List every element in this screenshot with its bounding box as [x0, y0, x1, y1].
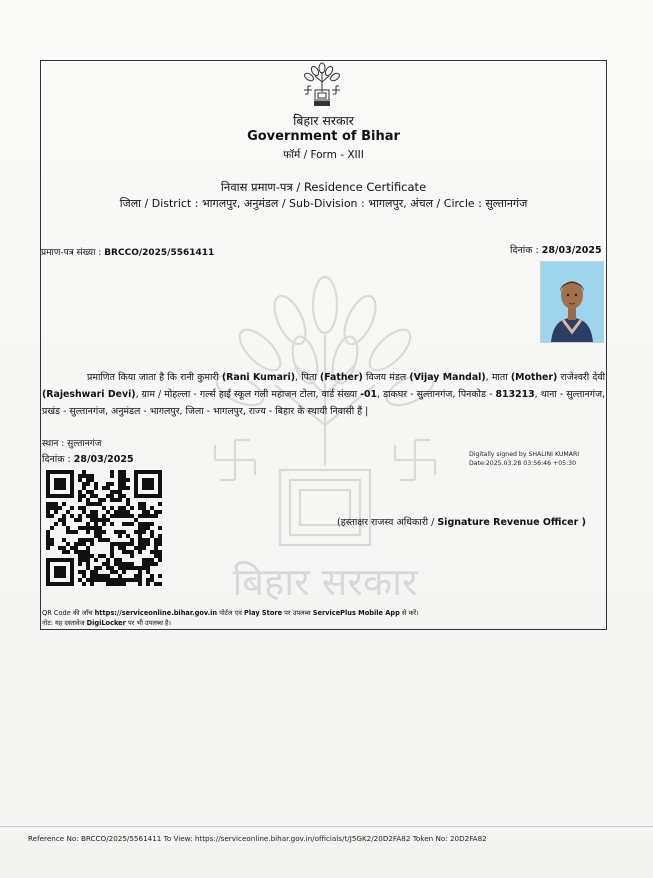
footer-reference: Reference No: BRCCO/2025/5561411 To View: https://serviceonline.bihar.gov.in/officials/t/J5GK2/20D2FA82 Token No: 20D2FA82 [28, 834, 487, 843]
svg-text:बिहार सरकार: बिहार सरकार [232, 560, 418, 604]
pincode: 813213 [495, 389, 535, 400]
district-label: जिला / District : [119, 197, 202, 210]
government-title: Government of Bihar [247, 129, 400, 144]
bihar-emblem-icon [300, 62, 344, 108]
digital-signature-name: Digitally signed by SHALINI KUMARI [469, 451, 580, 458]
address-text: , ग्राम / मोहल्ला - गर्ल्स हाई स्कूल गली महाजन टोला, वार्ड संख्या [135, 389, 361, 400]
signature-role-hindi: (हस्ताक्षर राजस्व अधिकारी / [337, 517, 438, 528]
subdivision-label: Sub-Division : [289, 197, 369, 210]
place-label: स्थान : [42, 439, 68, 449]
mother-prefix: , माता [485, 372, 511, 383]
form-number: फॉर्म / Form - XIII [283, 149, 364, 161]
district-value: भागलपुर, अनुमंडल / [201, 197, 290, 210]
father-label: (Father) [319, 372, 363, 383]
play-store-text: Play Store [243, 609, 283, 617]
qr-code-icon[interactable] [46, 470, 162, 586]
certificate-number-label: प्रमाण-पत्र संख्या : [41, 248, 105, 258]
certificate-number-value: BRCCO/2025/5561411 [104, 248, 215, 258]
qr-note-c: पोर्टल एवं [217, 609, 244, 617]
place-value: सुल्तानगंज [67, 439, 102, 449]
certificate-title-hindi: निवास प्रमाण-पत्र / [220, 180, 304, 194]
digital-signature [469, 451, 579, 468]
certificate-title [40, 180, 607, 195]
qr-note-a: QR Code की जाँच [42, 609, 95, 617]
district-line [40, 196, 607, 211]
place [42, 436, 101, 449]
hindi-government-title: बिहार सरकार [293, 113, 354, 128]
applicant-photo [540, 261, 604, 343]
digi-note-a: नोट: यह दस्तावेज [42, 619, 87, 627]
post-office-text: , डाकघर - सुल्तानगंज, पिनकोड - [377, 389, 496, 400]
qr-note-g: से करें। [399, 609, 419, 617]
qr-note-e: पर उपलब्ध [282, 609, 313, 617]
certifies-text: प्रमाणित किया जाता है कि रानी कुमारी [87, 372, 222, 383]
certificate-body [42, 369, 605, 420]
subdivision-value: भागलपुर, अंचल / [368, 197, 444, 210]
mother-name: (Rajeshwari Devi) [42, 389, 136, 400]
circle-value: सुल्तानगंज [485, 197, 528, 210]
certificate-number [41, 245, 214, 258]
issue-date-label: दिनांक : [42, 454, 74, 465]
certificate-title-english: Residence Certificate [303, 180, 427, 194]
father-name-hindi: विजय मंडल [362, 372, 410, 383]
resident-text: , थाना - सुल्तानगंज, प्रखंड - सुल्तानगंज, अनुमंडल - भागलपुर, जिला - भागलपुर, राज्य - बिहार के स्थायी निवासी हैं | [42, 389, 606, 417]
certificate-date-value: 28/03/2025 [541, 245, 602, 256]
qr-verification-note [42, 608, 419, 617]
ward-number: -01 [360, 389, 378, 400]
certificate-date [510, 243, 602, 256]
holder-name: (Rani Kumari) [221, 372, 296, 383]
mother-name-hindi: राजेश्वरी देवी [557, 372, 605, 383]
digi-note-c: पर भी उपलब्ध है। [125, 619, 172, 627]
app-name: ServicePlus Mobile App [312, 609, 400, 617]
verification-url[interactable]: https://serviceonline.bihar.gov.in [94, 609, 218, 617]
mother-label: (Mother) [510, 372, 558, 383]
signature-role-english: Signature Revenue Officer ) [437, 517, 586, 528]
digilocker-text: DigiLocker [86, 619, 126, 627]
father-prefix: , पिता [295, 372, 320, 383]
signature-role [337, 515, 586, 528]
circle-label: Circle : [443, 197, 486, 210]
father-name: (Vijay Mandal) [409, 372, 486, 383]
certificate-date-label: दिनांक : [510, 245, 542, 256]
footer-divider [0, 826, 653, 827]
digital-signature-date: Date:2025.03.28 03:56:46 +05:30 [469, 459, 577, 467]
digilocker-note [42, 618, 171, 627]
issue-date [42, 452, 134, 465]
issue-date-value: 28/03/2025 [73, 454, 134, 465]
